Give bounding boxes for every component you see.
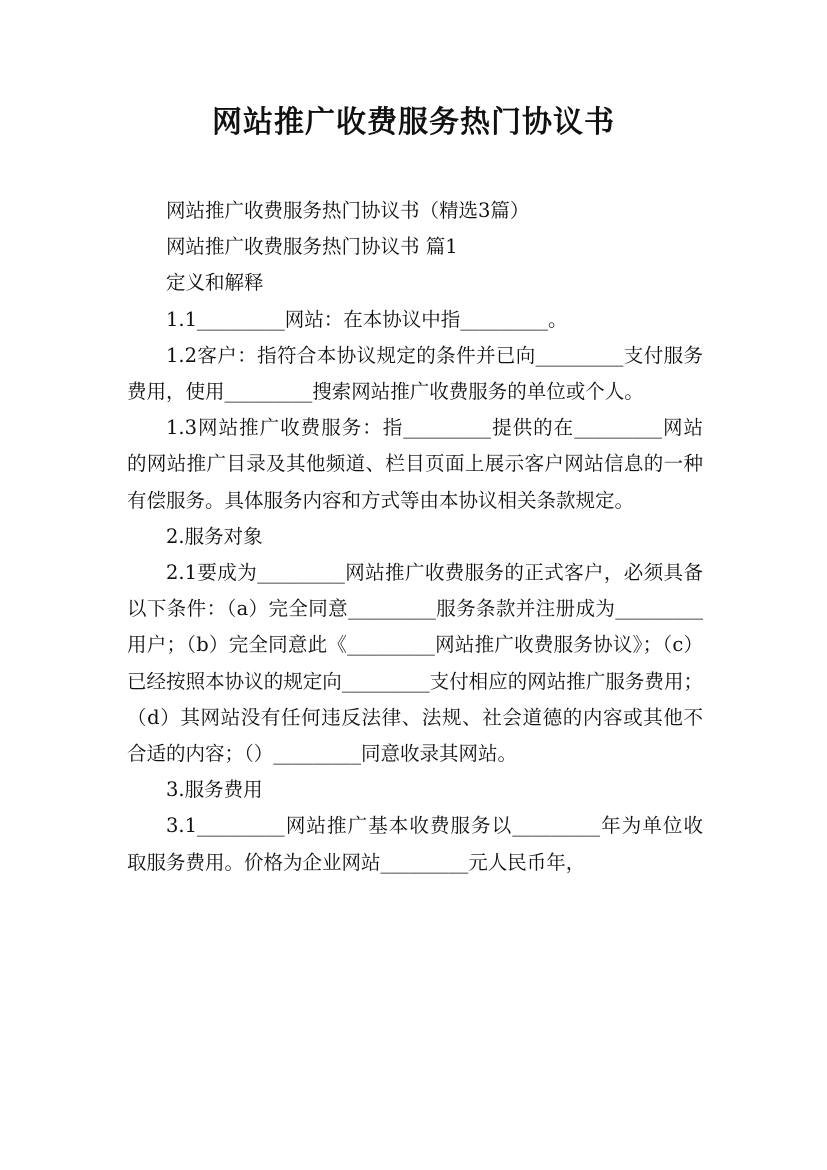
paragraph-clause-1-2: 1.2客户：指符合本协议规定的条件并已向_________支付服务费用，使用_________搜索网站推广收费服务的单位或个人。 <box>127 343 703 404</box>
paragraph-heading-service-fee: 3.服务费用 <box>166 778 263 802</box>
paragraph-heading-definitions: 定义和解释 <box>166 271 264 295</box>
paragraph-heading-service-object: 2.服务对象 <box>166 524 263 548</box>
paragraph-clause-1-1: 1.1_________网站：在本协议中指_________。 <box>166 307 568 331</box>
paragraph-clause-3-1: 3.1_________网站推广基本收费服务以_________年为单位收取服务费用。价格为企业网站_________元人民币年， <box>127 814 703 874</box>
paragraph-subtitle: 网站推广收费服务热门协议书（精选3篇） <box>166 199 530 222</box>
document-title: 网站推广收费服务热门协议书 <box>212 105 615 140</box>
paragraph-clause-2-1: 2.1要成为_________网站推广收费服务的正式客户，必须具备以下条件：（a）完全同意_________服务条款并注册成为_________用户；（b）完全同意此《_________网站推广收费服务协议》；（c）已经按照本协议的规定向_________支付相应的网站推广服务费用；（d）其网站没有任何违反法律、法规、社会道德的内容或其他不合适的内容；（）_________同意收录其网站。 <box>127 561 703 766</box>
document-body <box>127 193 703 881</box>
paragraph-clause-1-3: 1.3网站推广收费服务：指_________提供的在_________网站的网站推广目录及其他频道、栏目页面上展示客户网站信息的一种有偿服务。具体服务内容和方式等由本协议相关条款规定。 <box>127 416 703 512</box>
paragraph-section-heading: 网站推广收费服务热门协议书 篇1 <box>166 235 458 259</box>
